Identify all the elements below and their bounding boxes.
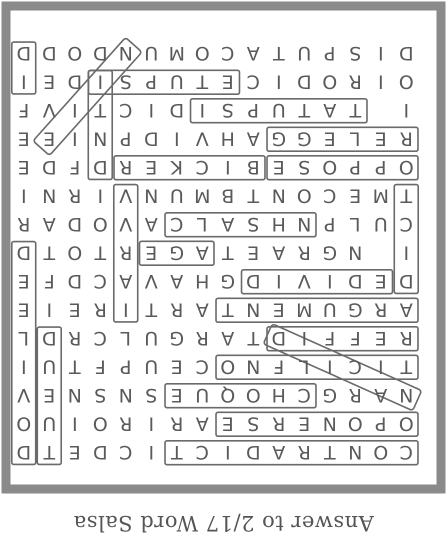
- grid-letter: T: [94, 241, 107, 264]
- grid-letter: C: [170, 212, 184, 235]
- grid-letter: I: [377, 355, 384, 378]
- grid-letter: M: [372, 184, 389, 207]
- grid-letter: N: [67, 383, 82, 406]
- grid-letter: T: [247, 326, 260, 349]
- grid-letter: T: [68, 355, 81, 378]
- grid-letter: A: [195, 298, 209, 321]
- grid-letter: T: [247, 184, 260, 207]
- grid-letter: I: [377, 70, 384, 93]
- grid-letter: R: [68, 184, 82, 207]
- grid-letter: A: [144, 212, 158, 235]
- grid-letter: D: [41, 326, 57, 349]
- grid-letter: D: [16, 41, 32, 64]
- grid-letter: H: [271, 383, 286, 406]
- grid-letter: R: [93, 298, 107, 321]
- grid-letter: N: [399, 383, 414, 406]
- grid-letter: A: [221, 326, 235, 349]
- grid-letter: K: [170, 155, 183, 178]
- grid-letter: D: [398, 41, 414, 64]
- grid-letter: I: [97, 70, 104, 93]
- grid-rotated-group: [6, 6, 441, 489]
- grid-letter: D: [245, 440, 261, 463]
- grid-letter: O: [322, 70, 338, 93]
- grid-letter: A: [323, 98, 337, 121]
- grid-letter: D: [16, 440, 32, 463]
- grid-letter: M: [296, 298, 313, 321]
- grid-letter: P: [145, 70, 157, 93]
- grid-letter: E: [17, 127, 30, 150]
- grid-letter: V: [17, 383, 31, 406]
- grid-letter: F: [69, 155, 81, 178]
- grid-letter: C: [93, 326, 107, 349]
- grid-letter: D: [67, 70, 83, 93]
- grid-letter: A: [246, 127, 260, 150]
- grid-letter: T: [298, 98, 311, 121]
- grid-letter: D: [143, 127, 159, 150]
- grid-letter: A: [221, 212, 235, 235]
- grid-letter: T: [400, 184, 413, 207]
- grid-letter: U: [271, 98, 286, 121]
- grid-letter: E: [323, 127, 336, 150]
- grid-letter: S: [119, 70, 132, 93]
- grid-letter: R: [297, 440, 311, 463]
- grid-letter: R: [170, 412, 184, 435]
- grid-letter: V: [144, 269, 158, 292]
- grid-letter: V: [195, 127, 209, 150]
- found-word-outline: [267, 127, 418, 151]
- grid-letter: I: [71, 127, 78, 150]
- grid-letter: I: [71, 412, 78, 435]
- grid-letter: I: [97, 184, 104, 207]
- grid-letter: I: [224, 155, 231, 178]
- grid-letter: N: [348, 440, 363, 463]
- grid-letter: D: [398, 269, 414, 292]
- grid-letter: T: [145, 298, 158, 321]
- grid-letter: T: [43, 241, 56, 264]
- grid-letter: D: [41, 155, 57, 178]
- grid-letter: I: [20, 184, 27, 207]
- grid-letter: O: [347, 412, 363, 435]
- grid-letter: I: [403, 241, 410, 264]
- grid-letter: O: [220, 355, 236, 378]
- grid-letter: E: [374, 326, 387, 349]
- grid-letter: G: [220, 269, 236, 292]
- grid-letter: G: [169, 326, 185, 349]
- grid-letter: A: [272, 440, 286, 463]
- grid-letter: E: [43, 383, 56, 406]
- grid-letter: E: [17, 155, 30, 178]
- grid-letter: O: [245, 383, 261, 406]
- grid-letter: T: [323, 440, 336, 463]
- grid-letter: O: [92, 412, 108, 435]
- grid-letter: C: [246, 70, 260, 93]
- grid-letter: I: [148, 412, 155, 435]
- grid-letter: N: [42, 184, 57, 207]
- grid-letter: A: [374, 383, 388, 406]
- grid-letter: N: [322, 412, 337, 435]
- grid-letter: E: [145, 155, 158, 178]
- grid-letter: R: [272, 412, 286, 435]
- grid-letter: U: [144, 326, 159, 349]
- grid-letter: A: [246, 41, 260, 64]
- grid-letter: C: [195, 440, 209, 463]
- grid-letter: L: [349, 127, 361, 150]
- grid-letter: E: [374, 269, 387, 292]
- grid-letter: I: [199, 98, 206, 121]
- grid-letter: N: [297, 212, 312, 235]
- grid-letter: R: [399, 127, 413, 150]
- grid-letter: I: [377, 41, 384, 64]
- grid-letter: U: [322, 298, 337, 321]
- grid-letter: R: [17, 212, 31, 235]
- found-word-outline: [216, 412, 418, 436]
- grid-letter: F: [349, 326, 361, 349]
- grid-letter: E: [272, 155, 285, 178]
- grid-letter: R: [297, 241, 311, 264]
- grid-letter: M: [168, 41, 185, 64]
- grid-letter: U: [195, 383, 210, 406]
- grid-letter: D: [92, 41, 108, 64]
- grid-letter: I: [46, 298, 53, 321]
- grid-letter: H: [271, 212, 286, 235]
- grid-letter: C: [195, 355, 209, 378]
- grid-letter: T: [221, 241, 234, 264]
- grid-letter: L: [349, 212, 361, 235]
- grid-letter: U: [297, 41, 312, 64]
- grid-letter: N: [246, 298, 261, 321]
- grid-letter: U: [373, 212, 388, 235]
- found-word-outline: [267, 156, 418, 180]
- grid-letter: E: [17, 269, 30, 292]
- grid-letter: L: [196, 212, 208, 235]
- grid-letter: N: [118, 41, 133, 64]
- grid-letter: G: [296, 127, 312, 150]
- grid-letter: U: [42, 355, 57, 378]
- grid-letter: F: [18, 98, 30, 121]
- grid-letter: E: [170, 383, 183, 406]
- grid-letter: P: [375, 412, 387, 435]
- grid-letter: O: [92, 212, 108, 235]
- grid-letter: V: [119, 212, 133, 235]
- grid-letter: C: [323, 184, 337, 207]
- grid-letter: S: [298, 155, 311, 178]
- grid-letter: I: [71, 98, 78, 121]
- grid-letter: G: [347, 298, 363, 321]
- grid-letter: Q: [220, 383, 236, 406]
- grid-letter: C: [93, 269, 107, 292]
- grid-letter: I: [173, 127, 180, 150]
- grid-letter: O: [296, 184, 312, 207]
- grid-letter: O: [16, 412, 32, 435]
- grid-letter: O: [398, 155, 414, 178]
- grid-letter: T: [43, 440, 56, 463]
- grid-letter: C: [119, 440, 133, 463]
- grid-letter: I: [20, 70, 27, 93]
- grid-letter: T: [221, 298, 234, 321]
- grid-letter: I: [326, 269, 333, 292]
- grid-letter: F: [273, 355, 285, 378]
- found-word-outline-diagonal: [263, 324, 421, 411]
- grid-letter: E: [43, 70, 56, 93]
- grid-letter: I: [403, 98, 410, 121]
- grid-letter: U: [169, 70, 184, 93]
- grid-letter: R: [170, 298, 184, 321]
- grid-letter: D: [41, 41, 57, 64]
- grid-letter: R: [374, 298, 388, 321]
- grid-letter: G: [322, 241, 338, 264]
- grid-letter: I: [275, 269, 282, 292]
- grid-letter: V: [119, 184, 133, 207]
- grid-letter: D: [296, 70, 312, 93]
- grid-letter: E: [145, 241, 158, 264]
- grid-letter: O: [398, 412, 414, 435]
- grid-letter: P: [324, 41, 336, 64]
- found-word-outline: [165, 384, 316, 408]
- grid-letter: R: [348, 383, 362, 406]
- grid-letter: F: [43, 269, 55, 292]
- grid-letter: F: [94, 355, 106, 378]
- grid-letter: R: [119, 155, 133, 178]
- grid-letter: O: [67, 41, 83, 64]
- grid-letter: H: [220, 127, 235, 150]
- grid-letter: V: [42, 98, 56, 121]
- grid-letter: U: [169, 184, 184, 207]
- grid-letter: D: [169, 98, 185, 121]
- grid-letter: N: [118, 383, 133, 406]
- grid-letter: S: [221, 98, 234, 121]
- grid-letter: D: [271, 326, 287, 349]
- grid-letter: A: [42, 212, 56, 235]
- puzzle-caption: Answer to 2/17 Word Salsa: [73, 511, 374, 535]
- grid-letter: S: [145, 383, 158, 406]
- found-word-outline: [242, 270, 393, 294]
- grid-letter: D: [92, 440, 108, 463]
- grid-letter: I: [122, 298, 129, 321]
- grid-letter: A: [119, 269, 133, 292]
- grid-letter: O: [322, 155, 338, 178]
- grid-letter: E: [68, 298, 81, 321]
- grid-letter: D: [67, 269, 83, 292]
- grid-letter: R: [68, 326, 82, 349]
- grid-letter: R: [119, 241, 133, 264]
- grid-letter: P: [120, 127, 132, 150]
- grid-letter: N: [93, 127, 108, 150]
- found-word-outline: [267, 327, 418, 351]
- grid-letter: O: [194, 41, 210, 64]
- grid-letter: E: [272, 298, 285, 321]
- grid-letter: E: [247, 241, 260, 264]
- grid-letter: I: [301, 326, 308, 349]
- grid-letter: E: [221, 70, 234, 93]
- grid-letter: E: [221, 412, 234, 435]
- grid-letter: S: [247, 212, 260, 235]
- grid-letter: T: [196, 70, 209, 93]
- grid-letter: P: [120, 355, 132, 378]
- grid-letter: M: [194, 184, 211, 207]
- grid-letter: S: [349, 41, 362, 64]
- grid-letter: G: [271, 127, 287, 150]
- grid-letter: D: [16, 241, 32, 264]
- grid-letter: U: [144, 355, 159, 378]
- grid-letter: L: [120, 326, 132, 349]
- grid-letter: T: [94, 98, 107, 121]
- grid-letter: U: [42, 412, 57, 435]
- found-word-outline: [89, 70, 240, 94]
- found-word-outline: [114, 156, 265, 180]
- grid-letter: T: [170, 440, 183, 463]
- grid-letter: R: [119, 412, 133, 435]
- grid-letter: S: [247, 412, 260, 435]
- grid-letter: A: [170, 269, 184, 292]
- grid-letter: E: [349, 184, 362, 207]
- grid-letter: C: [221, 41, 235, 64]
- grid-letter: L: [18, 326, 30, 349]
- grid-letter: A: [195, 412, 209, 435]
- grid-letter: H: [195, 269, 210, 292]
- grid-letter: U: [144, 41, 159, 64]
- grid-letter: R: [195, 326, 209, 349]
- grid-letter: I: [148, 440, 155, 463]
- grid-letter: E: [17, 298, 30, 321]
- grid-letter: O: [67, 241, 83, 264]
- grid-letter: S: [94, 383, 107, 406]
- grid-letter: I: [275, 70, 282, 93]
- grid-letter: I: [148, 98, 155, 121]
- grid-letter: N: [246, 355, 261, 378]
- grid-letter: P: [247, 98, 259, 121]
- grid-letter: G: [322, 383, 338, 406]
- grid-letter: N: [348, 241, 363, 264]
- grid-letter: T: [272, 41, 285, 64]
- grid-letter: O: [373, 440, 389, 463]
- grid-letter: T: [400, 355, 413, 378]
- grid-letter: R: [348, 70, 362, 93]
- grid-letter: O: [398, 70, 414, 93]
- grid-letter: T: [349, 98, 362, 121]
- grid-letter: I: [326, 355, 333, 378]
- grid-letter: I: [20, 355, 27, 378]
- grid-letter: E: [43, 127, 56, 150]
- grid-letter: P: [349, 155, 361, 178]
- grid-letter: N: [271, 184, 286, 207]
- grid-letter: N: [144, 184, 159, 207]
- grid-letter: P: [375, 155, 387, 178]
- grid-letter: G: [169, 241, 185, 264]
- grid-letter: R: [399, 326, 413, 349]
- grid-letter: F: [324, 326, 336, 349]
- grid-letter: I: [224, 440, 231, 463]
- grid-letter: B: [221, 184, 235, 207]
- grid-letter: C: [297, 383, 311, 406]
- grid-letter: C: [399, 212, 413, 235]
- grid-letter: E: [170, 355, 183, 378]
- grid-letter: C: [399, 440, 413, 463]
- grid-letter: C: [119, 98, 133, 121]
- grid-letter: E: [298, 412, 311, 435]
- grid-letter: D: [92, 155, 108, 178]
- grid-letter: A: [272, 241, 286, 264]
- grid-letter: E: [374, 127, 387, 150]
- grid-letter: V: [297, 269, 311, 292]
- grid-letter: L: [298, 355, 310, 378]
- grid-letter: C: [195, 155, 209, 178]
- grid-letter: D: [245, 269, 261, 292]
- grid-letter: D: [67, 212, 83, 235]
- grid-letter: A: [399, 298, 413, 321]
- grid-letter: A: [195, 241, 209, 264]
- grid-letter: B: [246, 155, 260, 178]
- grid-letter: P: [324, 212, 336, 235]
- grid-letter: E: [68, 440, 81, 463]
- grid-letter: D: [347, 269, 363, 292]
- found-word-outline: [165, 213, 316, 237]
- grid-letter: C: [348, 355, 362, 378]
